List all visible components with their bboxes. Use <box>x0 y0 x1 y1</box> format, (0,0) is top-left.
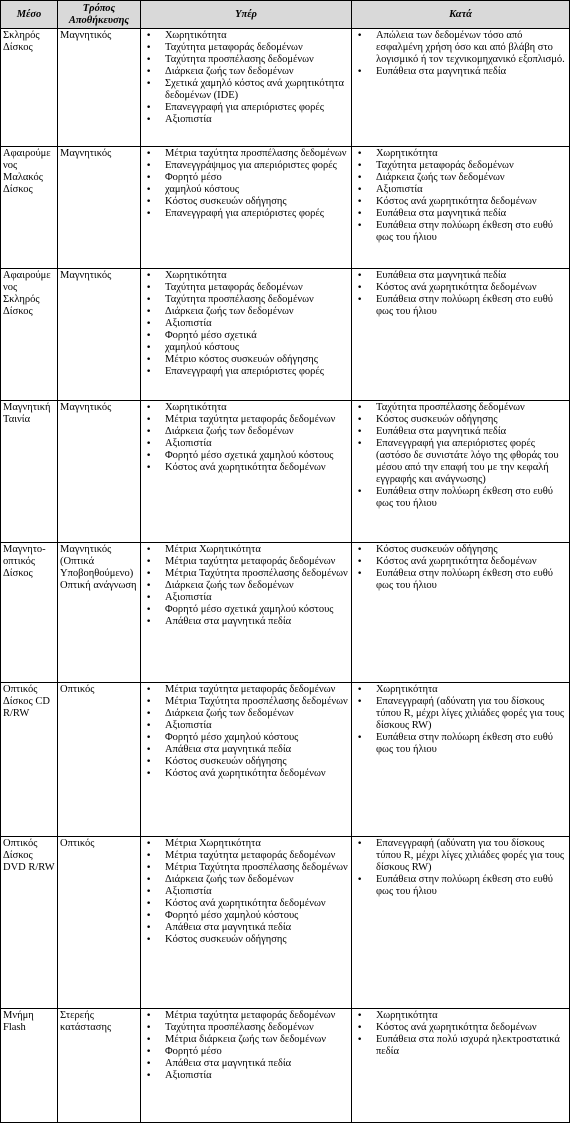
list-item: • Μέτρια ταχύτητα μεταφοράς δεδομένων <box>143 556 349 568</box>
header-pros: Υπέρ <box>141 1 352 29</box>
list-item: • Διάρκεια ζωής των δεδομένων <box>143 580 349 592</box>
cell-cons <box>352 29 570 147</box>
list-item: • Αξιοπιστία <box>143 886 349 898</box>
cell-cons <box>352 269 570 401</box>
list-item: • Μέτρια Ταχύτητα προσπέλασης δεδομένων <box>143 862 349 874</box>
list-item: • Αξιοπιστία <box>143 592 349 604</box>
cell-storage-method: Μαγνητικός <box>58 29 141 147</box>
list-item: • Κόστος συσκευών οδήγησης <box>354 544 567 556</box>
list-item: • Ευπάθεια στην πολύωρη έκθεση στο ευθύ φως του ήλιου <box>354 874 567 898</box>
cell-pros <box>141 1009 352 1123</box>
pros-list <box>143 148 349 220</box>
cell-pros <box>141 269 352 401</box>
list-item: • Διάρκεια ζωής των δεδομένων <box>354 172 567 184</box>
list-item: • Απάθεια στα μαγνητικά πεδία <box>143 616 349 628</box>
list-item: • Κόστος ανά χωρητικότητα δεδομένων <box>354 282 567 294</box>
list-item: • Ταχύτητα μεταφοράς δεδομένων <box>143 282 349 294</box>
list-item: • Κόστος συσκευών οδήγησης <box>143 196 349 208</box>
cell-medium: Μαγνητική Ταινία <box>1 401 58 543</box>
cell-medium: Αφαιρούμενος Σκληρός Δίσκος <box>1 269 58 401</box>
cell-storage-method: Οπτικός <box>58 837 141 1009</box>
list-item: • Μέτρια διάρκεια ζωής των δεδομένων <box>143 1034 349 1046</box>
table-row <box>1 837 570 1009</box>
header-cons: Κατά <box>352 1 570 29</box>
cell-storage-method: Μαγνητικός (Οπτικά Υποβοηθούμενο) Οπτική ανάγνωση <box>58 543 141 683</box>
list-item: • Σχετικά χαμηλό κόστος ανά χωρητικότητα δεδομένων (IDE) <box>143 78 349 102</box>
cell-cons <box>352 147 570 269</box>
list-item: • Ευπάθεια στην πολύωρη έκθεση στο ευθύ φως του ήλιου <box>354 220 567 244</box>
list-item: • Επανεγγραφή για απεριόριστες φορές (αστόσο δε συνιστάτε λόγο της φθοράς του μέσου από την επαφή του με την κεφαλή εγγραφής και ανάγνωσης) <box>354 438 567 486</box>
list-item: • Χωρητικότητα <box>143 270 349 282</box>
header-storage-method: Τρόπος Αποθήκευσης <box>58 1 141 29</box>
pros-list <box>143 30 349 126</box>
list-item: • Διάρκεια ζωής των δεδομένων <box>143 66 349 78</box>
cell-pros <box>141 401 352 543</box>
table-row <box>1 29 570 147</box>
list-item: • Διάρκεια ζωής των δεδομένων <box>143 306 349 318</box>
cell-storage-method: Οπτικός <box>58 683 141 837</box>
list-item: • Κόστος ανά χωρητικότητα δεδομένων <box>143 462 349 474</box>
table-row <box>1 269 570 401</box>
list-item: • Φορητό μέσο <box>143 172 349 184</box>
cell-storage-method: Μαγνητικός <box>58 401 141 543</box>
list-item: • Μέτρια ταχύτητα μεταφοράς δεδομένων <box>143 414 349 426</box>
list-item: • Μέτρια Χωρητικότητα <box>143 838 349 850</box>
list-item: • Ευπάθεια στην πολύωρη έκθεση στο ευθύ φως του ήλιου <box>354 732 567 756</box>
list-item: • Μέτρια Χωρητικότητα <box>143 544 349 556</box>
list-item: • Ευπάθεια στα μαγνητικά πεδία <box>354 426 567 438</box>
list-item: • Αξιοπιστία <box>143 438 349 450</box>
list-item: • Ευπάθεια στην πολύωρη έκθεση στο ευθύ φως του ήλιου <box>354 568 567 592</box>
list-item: • Διάρκεια ζωής των δεδομένων <box>143 874 349 886</box>
list-item: • Χωρητικότητα <box>143 402 349 414</box>
list-item: • Κόστος συσκευών οδήγησης <box>143 934 349 946</box>
list-item: • Διάρκεια ζωής των δεδομένων <box>143 426 349 438</box>
list-item: • Κόστος συσκευών οδήγησης <box>354 414 567 426</box>
pros-list <box>143 838 349 946</box>
table-row <box>1 401 570 543</box>
list-item: • Μέτρια ταχύτητα μεταφοράς δεδομένων <box>143 1010 349 1022</box>
list-item: • Κόστος ανά χωρητικότητα δεδομένων <box>354 1022 567 1034</box>
list-item: • Φορητό μέσο χαμηλού κόστους <box>143 732 349 744</box>
cell-medium: Μνήμη Flash <box>1 1009 58 1123</box>
cell-storage-method: Μαγνητικός <box>58 147 141 269</box>
table-row <box>1 683 570 837</box>
cons-list <box>354 1010 567 1058</box>
cons-list <box>354 402 567 510</box>
list-item: • Μέτρια ταχύτητα μεταφοράς δεδομένων <box>143 684 349 696</box>
list-item: • Μέτρια Ταχύτητα προσπέλασης δεδομένων <box>143 568 349 580</box>
list-item: • Ταχύτητα προσπέλασης δεδομένων <box>354 402 567 414</box>
cell-medium: Μαγνητο-οπτικός Δίσκος <box>1 543 58 683</box>
list-item: • Απάθεια στα μαγνητικά πεδία <box>143 744 349 756</box>
list-item: • Κόστος ανά χωρητικότητα δεδομένων <box>354 556 567 568</box>
cell-storage-method: Μαγνητικός <box>58 269 141 401</box>
cell-medium: Αφαιρούμενος Μαλακός Δίσκος <box>1 147 58 269</box>
list-item: • Ευπάθεια στα πολύ ισχυρά ηλεκτροστατικά πεδία <box>354 1034 567 1058</box>
pros-list <box>143 1010 349 1082</box>
list-item: • Κόστος ανά χωρητικότητα δεδομένων <box>143 768 349 780</box>
list-item: • Επανεγγραφή για απεριόριστες φορές <box>143 366 349 378</box>
cell-pros <box>141 543 352 683</box>
list-item: • Χωρητικότητα <box>143 30 349 42</box>
cell-cons <box>352 683 570 837</box>
cons-list <box>354 148 567 244</box>
cons-list <box>354 544 567 592</box>
list-item: • Ευπάθεια στην πολύωρη έκθεση στο ευθύ φως του ήλιου <box>354 486 567 510</box>
list-item: • Φορητό μέσο σχετικά <box>143 330 349 342</box>
list-item: • Χωρητικότητα <box>354 684 567 696</box>
list-item: • Μέτρια ταχύτητα μεταφοράς δεδομένων <box>143 850 349 862</box>
cell-pros <box>141 29 352 147</box>
list-item: • Επανεγγραφή (αδύνατη για του δίσκους τύπου R, μέχρι λίγες χιλιάδες φορές για τους δίσκους RW) <box>354 838 567 874</box>
table-row <box>1 1009 570 1123</box>
list-item: • χαμηλού κόστους <box>143 342 349 354</box>
list-item: • Φορητό μέσο <box>143 1046 349 1058</box>
list-item: • Φορητό μέσο σχετικά χαμηλού κόστους <box>143 604 349 616</box>
list-item: • Απώλεια των δεδομένων τόσο από εσφαλμένη χρήση όσο και από βλάβη στο λογισμικό ή τον τεχνικομηχανικό εξοπλισμό. <box>354 30 567 66</box>
list-item: • Κόστος συσκευών οδήγησης <box>143 756 349 768</box>
cons-list <box>354 30 567 78</box>
list-item: • Μέτριο κόστος συσκευών οδήγησης <box>143 354 349 366</box>
cell-cons <box>352 543 570 683</box>
cell-storage-method: Στερεής κατάστασης <box>58 1009 141 1123</box>
list-item: • Χωρητικότητα <box>354 148 567 160</box>
cell-cons <box>352 837 570 1009</box>
cons-list <box>354 270 567 318</box>
table-row <box>1 147 570 269</box>
list-item: • Απάθεια στα μαγνητικά πεδία <box>143 922 349 934</box>
list-item: • Διάρκεια ζωής των δεδομένων <box>143 708 349 720</box>
cell-pros <box>141 683 352 837</box>
list-item: • Αξιοπιστία <box>354 184 567 196</box>
pros-list <box>143 544 349 628</box>
list-item: • Μέτρια Ταχύτητα προσπέλασης δεδομένων <box>143 696 349 708</box>
list-item: • Ευπάθεια στα μαγνητικά πεδία <box>354 270 567 282</box>
header-row <box>1 1 570 29</box>
list-item: • Απάθεια στα μαγνητικά πεδία <box>143 1058 349 1070</box>
list-item: • Φορητό μέσο χαμηλού κόστους <box>143 910 349 922</box>
list-item: • Κόστος ανά χωρητικότητα δεδομένων <box>354 196 567 208</box>
cell-medium: Οπτικός Δίσκος DVD R/RW <box>1 837 58 1009</box>
header-medium: Μέσο <box>1 1 58 29</box>
list-item: • Κόστος ανά χωρητικότητα δεδομένων <box>143 898 349 910</box>
pros-list <box>143 270 349 378</box>
list-item: • Ταχύτητα προσπέλασης δεδομένων <box>143 294 349 306</box>
list-item: • Αξιοπιστία <box>143 1070 349 1082</box>
cell-medium: Σκληρός Δίσκος <box>1 29 58 147</box>
list-item: • Φορητό μέσο σχετικά χαμηλού κόστους <box>143 450 349 462</box>
list-item: • Μέτρια ταχύτητα προσπέλασης δεδομένων <box>143 148 349 160</box>
list-item: • Ευπάθεια στα μαγνητικά πεδία <box>354 208 567 220</box>
list-item: • Ταχύτητα προσπέλασης δεδομένων <box>143 54 349 66</box>
pros-list <box>143 684 349 780</box>
cell-pros <box>141 837 352 1009</box>
list-item: • Επανεγγραφή για απεριόριστες φορές <box>143 208 349 220</box>
list-item: • Αξιοπιστία <box>143 114 349 126</box>
list-item: • Επανεγγραφή για απεριόριστες φορές <box>143 102 349 114</box>
cons-list <box>354 684 567 756</box>
list-item: • Ταχύτητα μεταφοράς δεδομένων <box>143 42 349 54</box>
cell-pros <box>141 147 352 269</box>
list-item: • Ευπάθεια στην πολύωρη έκθεση στο ευθύ φως του ήλιου <box>354 294 567 318</box>
list-item: • Ταχύτητα προσπέλασης δεδομένων <box>143 1022 349 1034</box>
list-item: • Χωρητικότητα <box>354 1010 567 1022</box>
cell-cons <box>352 1009 570 1123</box>
list-item: • Αξιοπιστία <box>143 318 349 330</box>
cell-medium: Οπτικός Δίσκος CD R/RW <box>1 683 58 837</box>
table-row <box>1 543 570 683</box>
cons-list <box>354 838 567 898</box>
list-item: • Επανεγγραφή (αδύνατη για του δίσκους τύπου R, μέχρι λίγες χιλιάδες φορές για τους δίσκους RW) <box>354 696 567 732</box>
list-item: • Ευπάθεια στα μαγνητικά πεδία <box>354 66 567 78</box>
table-body <box>1 29 570 1123</box>
pros-list <box>143 402 349 474</box>
list-item: • χαμηλού κόστους <box>143 184 349 196</box>
list-item: • Επανεγγράψιμος για απεριόριστες φορές <box>143 160 349 172</box>
list-item: • Ταχύτητα μεταφοράς δεδομένων <box>354 160 567 172</box>
cell-cons <box>352 401 570 543</box>
list-item: • Αξιοπιστία <box>143 720 349 732</box>
